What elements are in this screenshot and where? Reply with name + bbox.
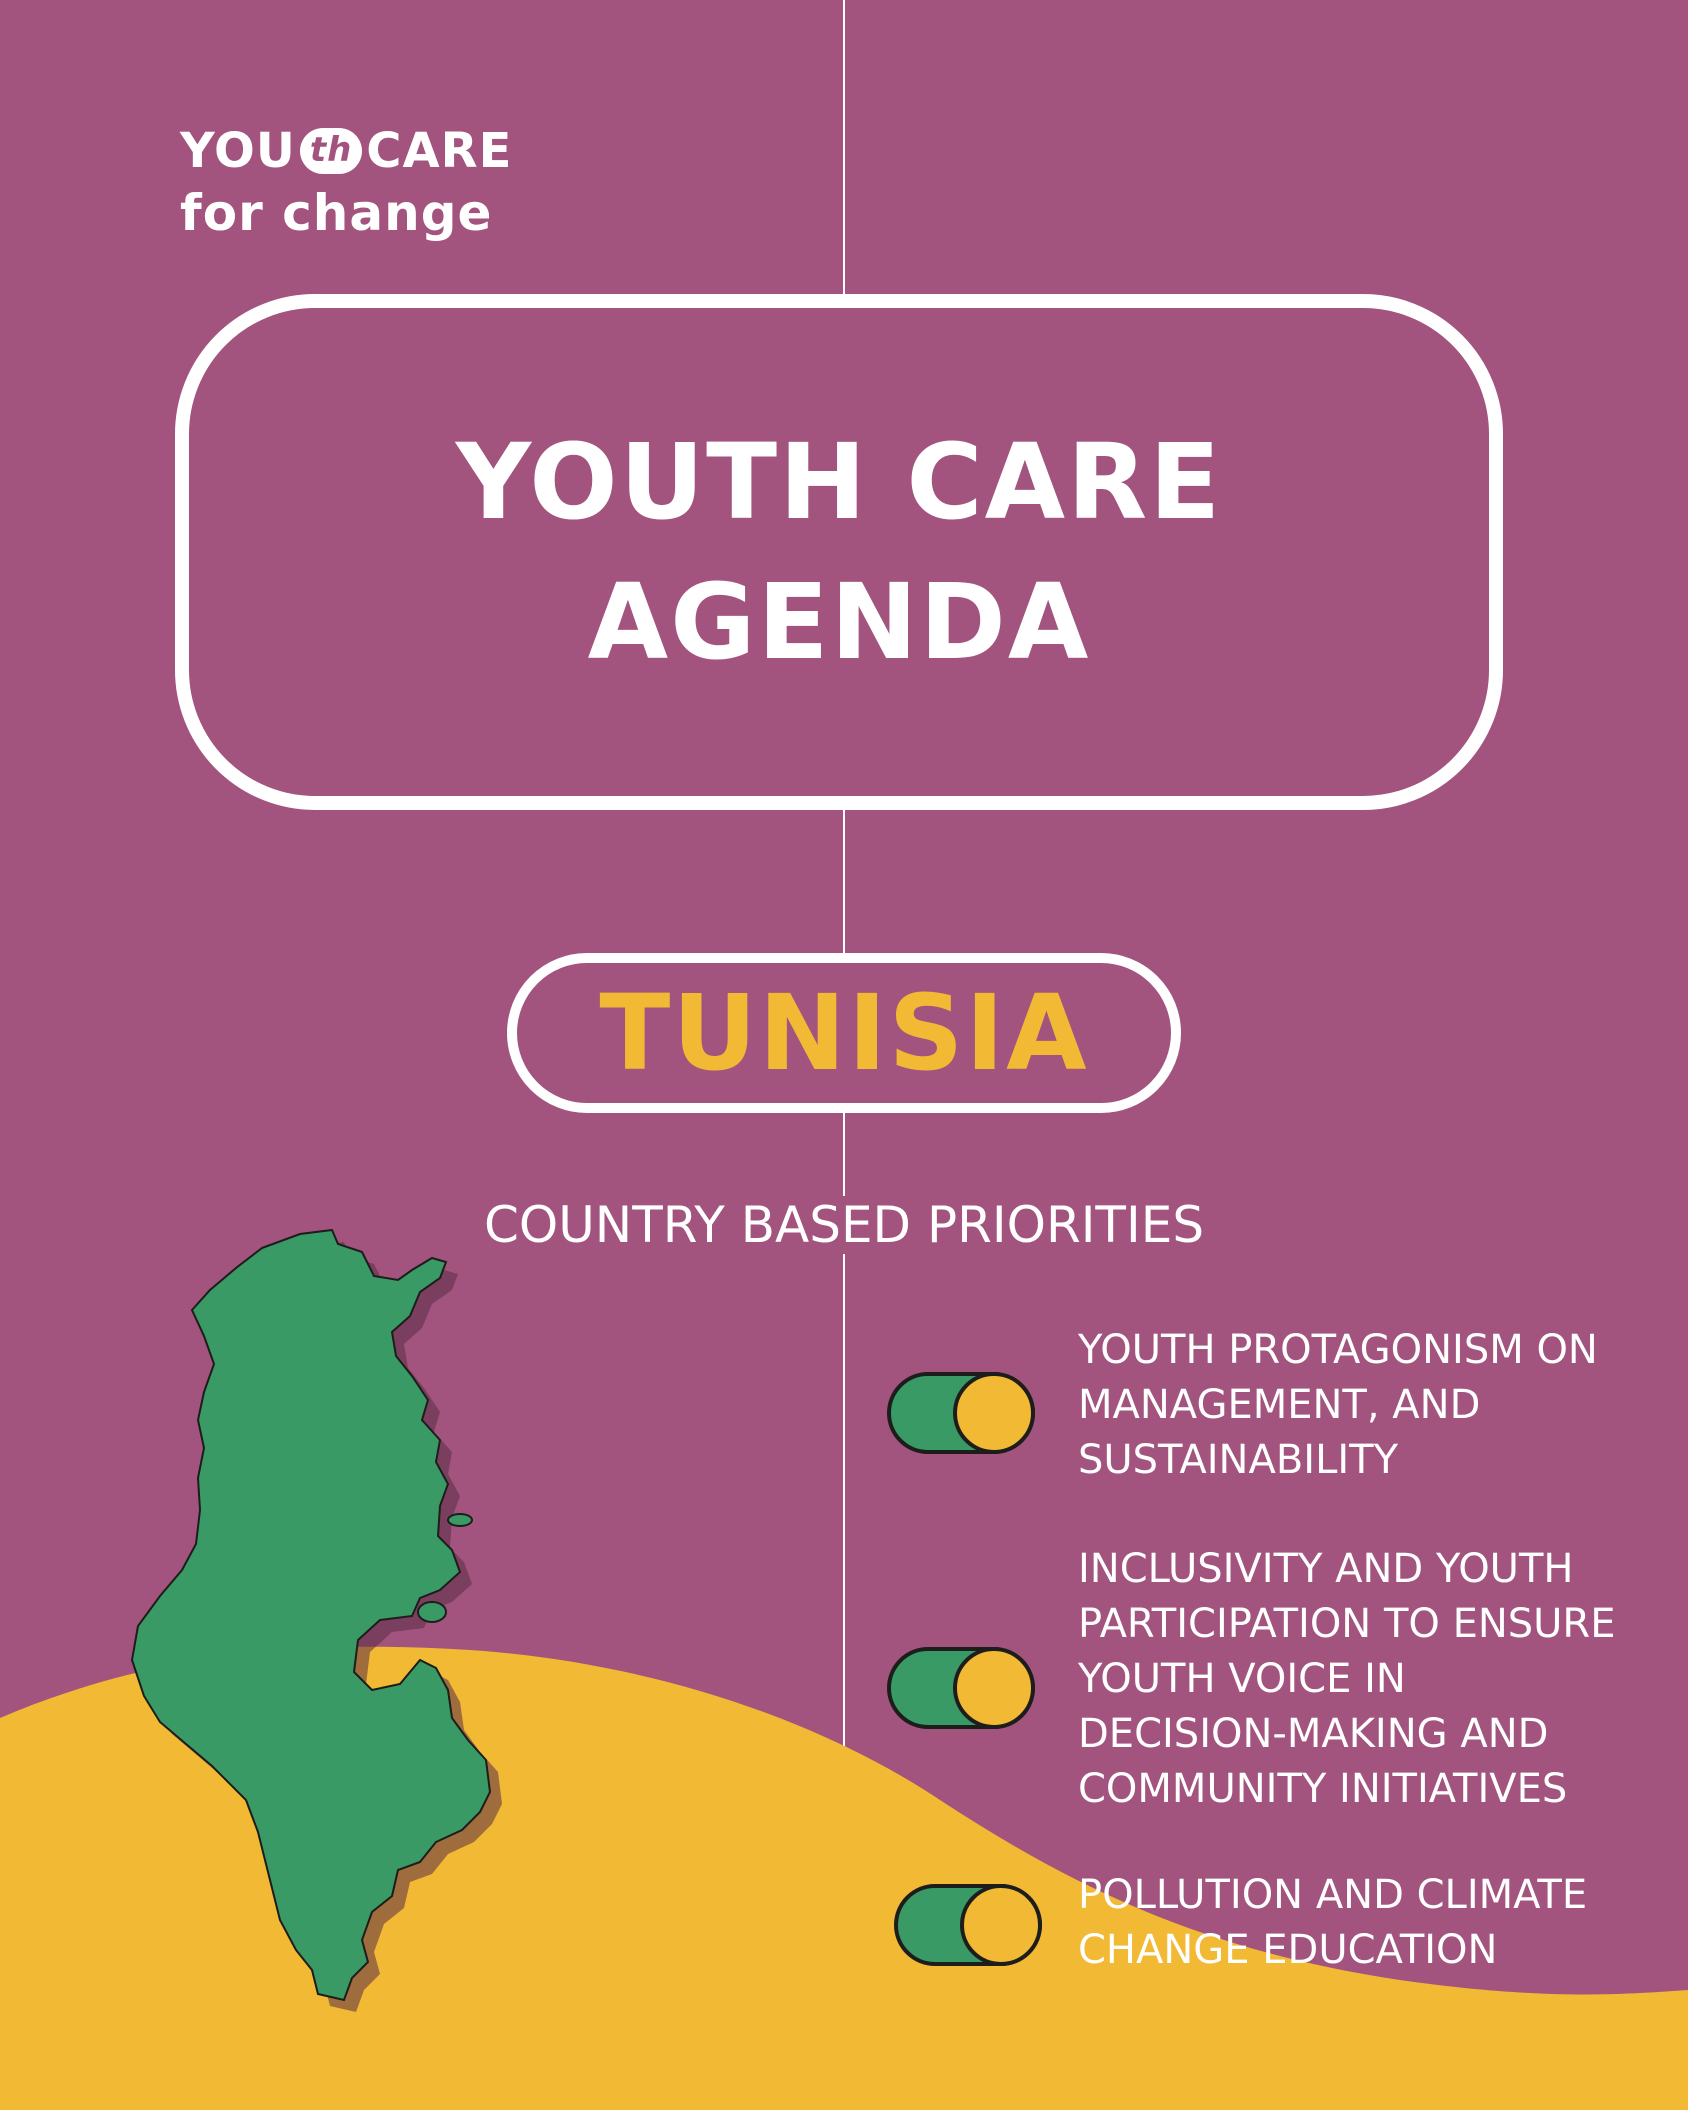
island-kerkennah bbox=[448, 1514, 472, 1526]
priority-text bbox=[1078, 1323, 1638, 1488]
toggle-icon bbox=[894, 1884, 1042, 1966]
priority-line: DECISION-MAKING AND bbox=[1078, 1711, 1549, 1757]
logo-tagline: for change bbox=[180, 184, 493, 242]
priority-line: YOUTH VOICE IN bbox=[1078, 1656, 1406, 1702]
priority-line: PARTICIPATION TO ENSURE bbox=[1078, 1601, 1616, 1647]
country-pill bbox=[507, 953, 1181, 1113]
priority-line: CHANGE EDUCATION bbox=[1078, 1927, 1498, 1973]
toggle-knob bbox=[953, 1647, 1035, 1729]
subtitle-text: COUNTRY BASED PRIORITIES bbox=[470, 1196, 1218, 1254]
priority-line: POLLUTION AND CLIMATE bbox=[1078, 1872, 1588, 1918]
logo-word-you: YOU bbox=[180, 123, 296, 179]
island-djerba bbox=[418, 1602, 446, 1622]
country-name: TUNISIA bbox=[599, 972, 1089, 1094]
logo-word-care: CARE bbox=[366, 123, 513, 179]
toggle-icon bbox=[887, 1647, 1035, 1729]
logo-top-line bbox=[180, 120, 512, 182]
title-line-2: AGENDA bbox=[587, 561, 1091, 683]
priority-text bbox=[1078, 1868, 1638, 1978]
toggle-icon bbox=[887, 1372, 1035, 1454]
title-line-1: YOUTH CARE bbox=[455, 421, 1223, 543]
logo-badge: th bbox=[300, 128, 362, 173]
priority-line: MANAGEMENT, AND bbox=[1078, 1382, 1481, 1428]
priority-text bbox=[1078, 1542, 1658, 1817]
toggle-knob bbox=[960, 1884, 1042, 1966]
priority-line: COMMUNITY INITIATIVES bbox=[1078, 1766, 1568, 1812]
section-subtitle bbox=[0, 1190, 1688, 1260]
priority-line: INCLUSIVITY AND YOUTH bbox=[1078, 1546, 1574, 1592]
toggle-knob bbox=[953, 1372, 1035, 1454]
brand-logo bbox=[180, 120, 513, 242]
priority-line: SUSTAINABILITY bbox=[1078, 1437, 1399, 1483]
priority-line: YOUTH PROTAGONISM ON bbox=[1078, 1327, 1598, 1373]
title-frame bbox=[175, 294, 1503, 810]
